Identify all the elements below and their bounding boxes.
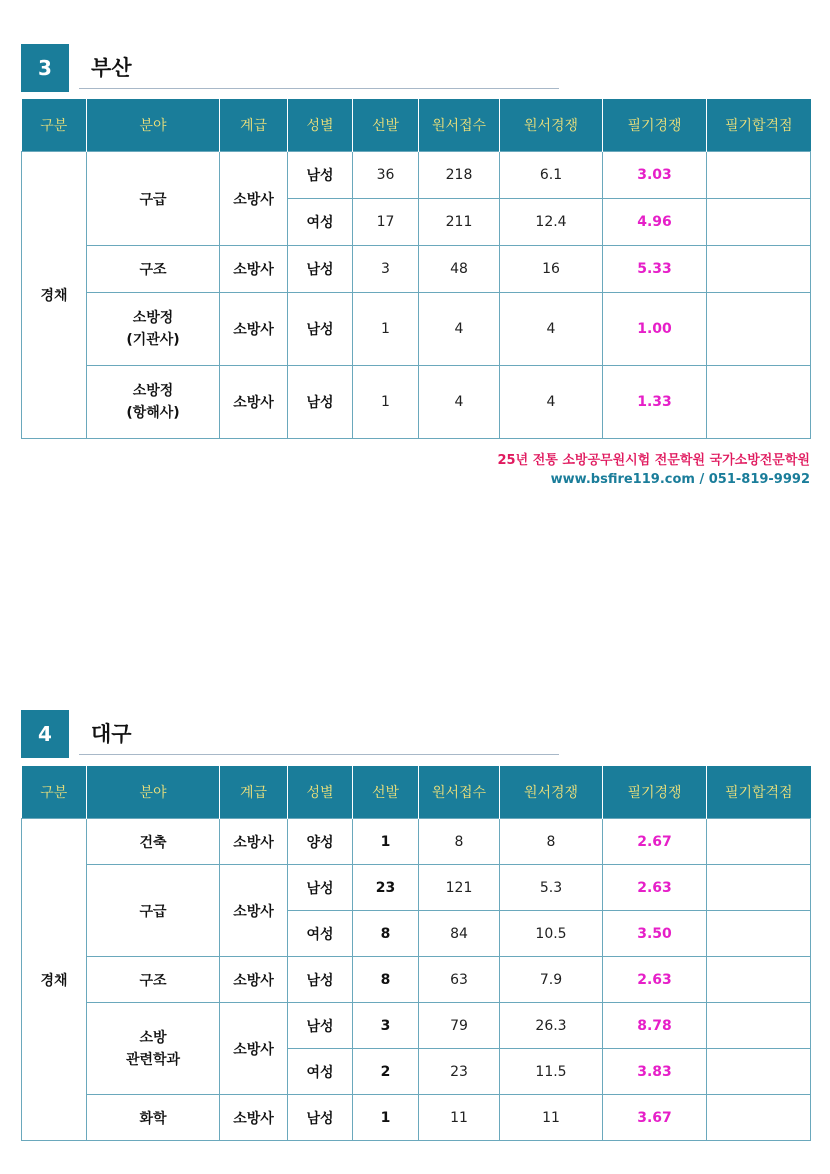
pass-score-cell bbox=[707, 366, 811, 439]
select-cell: 17 bbox=[353, 199, 419, 246]
field-cell: 구급 bbox=[87, 152, 220, 246]
app-comp-cell: 7.9 bbox=[500, 957, 603, 1003]
written-comp-cell: 1.33 bbox=[603, 366, 707, 439]
busan-table bbox=[21, 99, 811, 439]
select-cell: 8 bbox=[353, 957, 419, 1003]
app-comp-cell: 11 bbox=[500, 1095, 603, 1141]
header-field: 분야 bbox=[87, 766, 220, 819]
gender-cell: 남성 bbox=[288, 152, 353, 199]
field-cell bbox=[87, 293, 220, 366]
gender-cell: 남성 bbox=[288, 957, 353, 1003]
app-comp-cell: 16 bbox=[500, 246, 603, 293]
field-line-2: (항해사) bbox=[126, 405, 180, 421]
applied-cell: 79 bbox=[419, 1003, 500, 1049]
app-comp-cell: 4 bbox=[500, 293, 603, 366]
header-select: 선발 bbox=[353, 766, 419, 819]
select-cell: 36 bbox=[353, 152, 419, 199]
written-comp-cell: 5.33 bbox=[603, 246, 707, 293]
rank-cell: 소방사 bbox=[220, 246, 288, 293]
table-row bbox=[22, 1095, 811, 1141]
gender-cell: 여성 bbox=[288, 911, 353, 957]
field-cell: 건축 bbox=[87, 819, 220, 865]
written-comp-cell: 3.83 bbox=[603, 1049, 707, 1095]
rank-cell: 소방사 bbox=[220, 957, 288, 1003]
gender-cell: 남성 bbox=[288, 865, 353, 911]
pass-score-cell bbox=[707, 152, 811, 199]
applied-cell: 121 bbox=[419, 865, 500, 911]
field-cell: 구급 bbox=[87, 865, 220, 957]
title-underline bbox=[79, 88, 559, 89]
select-cell: 1 bbox=[353, 1095, 419, 1141]
select-cell: 2 bbox=[353, 1049, 419, 1095]
header-pass-score: 필기합격점 bbox=[707, 99, 811, 152]
gender-cell: 양성 bbox=[288, 819, 353, 865]
app-comp-cell: 6.1 bbox=[500, 152, 603, 199]
header-written-comp: 필기경쟁 bbox=[603, 99, 707, 152]
category-cell: 경채 bbox=[22, 819, 87, 1141]
field-line-1: 소방정 bbox=[132, 383, 174, 399]
applied-cell: 63 bbox=[419, 957, 500, 1003]
gender-cell: 남성 bbox=[288, 366, 353, 439]
header-applied: 원서접수 bbox=[419, 766, 500, 819]
applied-cell: 4 bbox=[419, 366, 500, 439]
app-comp-cell: 26.3 bbox=[500, 1003, 603, 1049]
section-header bbox=[21, 44, 810, 92]
header-app-comp: 원서경쟁 bbox=[500, 99, 603, 152]
gender-cell: 남성 bbox=[288, 1003, 353, 1049]
written-comp-cell: 2.63 bbox=[603, 865, 707, 911]
select-cell: 1 bbox=[353, 819, 419, 865]
table-row bbox=[22, 819, 811, 865]
table-row bbox=[22, 957, 811, 1003]
written-comp-cell: 2.63 bbox=[603, 957, 707, 1003]
select-cell: 3 bbox=[353, 1003, 419, 1049]
table-row bbox=[22, 366, 811, 439]
select-cell: 23 bbox=[353, 865, 419, 911]
applied-cell: 218 bbox=[419, 152, 500, 199]
rank-cell: 소방사 bbox=[220, 1095, 288, 1141]
table-row bbox=[22, 246, 811, 293]
field-cell bbox=[87, 1003, 220, 1095]
header-app-comp: 원서경쟁 bbox=[500, 766, 603, 819]
table-row bbox=[22, 152, 811, 199]
pass-score-cell bbox=[707, 957, 811, 1003]
select-cell: 8 bbox=[353, 911, 419, 957]
gender-cell: 여성 bbox=[288, 199, 353, 246]
pass-score-cell bbox=[707, 865, 811, 911]
pass-score-cell bbox=[707, 911, 811, 957]
header-row bbox=[22, 99, 811, 152]
pass-score-cell bbox=[707, 246, 811, 293]
field-cell: 구조 bbox=[87, 246, 220, 293]
field-line-2: (기관사) bbox=[126, 332, 180, 348]
applied-cell: 48 bbox=[419, 246, 500, 293]
field-cell bbox=[87, 366, 220, 439]
pass-score-cell bbox=[707, 1049, 811, 1095]
gender-cell: 여성 bbox=[288, 1049, 353, 1095]
app-comp-cell: 8 bbox=[500, 819, 603, 865]
pass-score-cell bbox=[707, 199, 811, 246]
app-comp-cell: 11.5 bbox=[500, 1049, 603, 1095]
applied-cell: 84 bbox=[419, 911, 500, 957]
table-row bbox=[22, 1003, 811, 1049]
header-field: 분야 bbox=[87, 99, 220, 152]
applied-cell: 11 bbox=[419, 1095, 500, 1141]
rank-cell: 소방사 bbox=[220, 1003, 288, 1095]
table-row bbox=[22, 293, 811, 366]
academy-slogan: 25년 전통 소방공무원시험 전문학원 국가소방전문학원 bbox=[497, 453, 810, 468]
written-comp-cell: 3.50 bbox=[603, 911, 707, 957]
section-header bbox=[21, 710, 810, 758]
title-underline bbox=[79, 754, 559, 755]
section-title: 대구 bbox=[91, 722, 132, 746]
field-cell: 구조 bbox=[87, 957, 220, 1003]
select-cell: 1 bbox=[353, 293, 419, 366]
field-line-1: 소방 bbox=[139, 1029, 167, 1046]
academy-contact: www.bsfire119.com / 051-819-9992 bbox=[550, 472, 810, 487]
rank-cell: 소방사 bbox=[220, 865, 288, 957]
header-select: 선발 bbox=[353, 99, 419, 152]
written-comp-cell: 3.67 bbox=[603, 1095, 707, 1141]
app-comp-cell: 4 bbox=[500, 366, 603, 439]
pass-score-cell bbox=[707, 1095, 811, 1141]
rank-cell: 소방사 bbox=[220, 366, 288, 439]
section-title: 부산 bbox=[91, 56, 132, 80]
table-row bbox=[22, 865, 811, 911]
header-category: 구분 bbox=[22, 766, 87, 819]
header-pass-score: 필기합격점 bbox=[707, 766, 811, 819]
field-line-1: 소방정 bbox=[132, 310, 174, 326]
header-rank: 계급 bbox=[220, 99, 288, 152]
field-cell: 화학 bbox=[87, 1095, 220, 1141]
gender-cell: 남성 bbox=[288, 1095, 353, 1141]
written-comp-cell: 2.67 bbox=[603, 819, 707, 865]
section-busan bbox=[21, 44, 810, 421]
applied-cell: 23 bbox=[419, 1049, 500, 1095]
gender-cell: 남성 bbox=[288, 246, 353, 293]
header-rank: 계급 bbox=[220, 766, 288, 819]
header-gender: 성별 bbox=[288, 99, 353, 152]
app-comp-cell: 5.3 bbox=[500, 865, 603, 911]
written-comp-cell: 8.78 bbox=[603, 1003, 707, 1049]
written-comp-cell: 3.03 bbox=[603, 152, 707, 199]
select-cell: 3 bbox=[353, 246, 419, 293]
header-applied: 원서접수 bbox=[419, 99, 500, 152]
pass-score-cell bbox=[707, 1003, 811, 1049]
applied-cell: 211 bbox=[419, 199, 500, 246]
select-cell: 1 bbox=[353, 366, 419, 439]
app-comp-cell: 12.4 bbox=[500, 199, 603, 246]
written-comp-cell: 1.00 bbox=[603, 293, 707, 366]
rank-cell: 소방사 bbox=[220, 293, 288, 366]
header-row bbox=[22, 766, 811, 819]
field-line-2: 관련학과 bbox=[125, 1051, 181, 1068]
applied-cell: 8 bbox=[419, 819, 500, 865]
header-gender: 성별 bbox=[288, 766, 353, 819]
header-written-comp: 필기경쟁 bbox=[603, 766, 707, 819]
rank-cell: 소방사 bbox=[220, 152, 288, 246]
applied-cell: 4 bbox=[419, 293, 500, 366]
rank-cell: 소방사 bbox=[220, 819, 288, 865]
category-cell: 경채 bbox=[22, 152, 87, 439]
section-number: 3 bbox=[21, 44, 69, 92]
gender-cell: 남성 bbox=[288, 293, 353, 366]
pass-score-cell bbox=[707, 293, 811, 366]
daegu-table bbox=[21, 766, 811, 1141]
pass-score-cell bbox=[707, 819, 811, 865]
section-number: 4 bbox=[21, 710, 69, 758]
written-comp-cell: 4.96 bbox=[603, 199, 707, 246]
section-daegu bbox=[21, 710, 810, 1127]
header-category: 구분 bbox=[22, 99, 87, 152]
app-comp-cell: 10.5 bbox=[500, 911, 603, 957]
